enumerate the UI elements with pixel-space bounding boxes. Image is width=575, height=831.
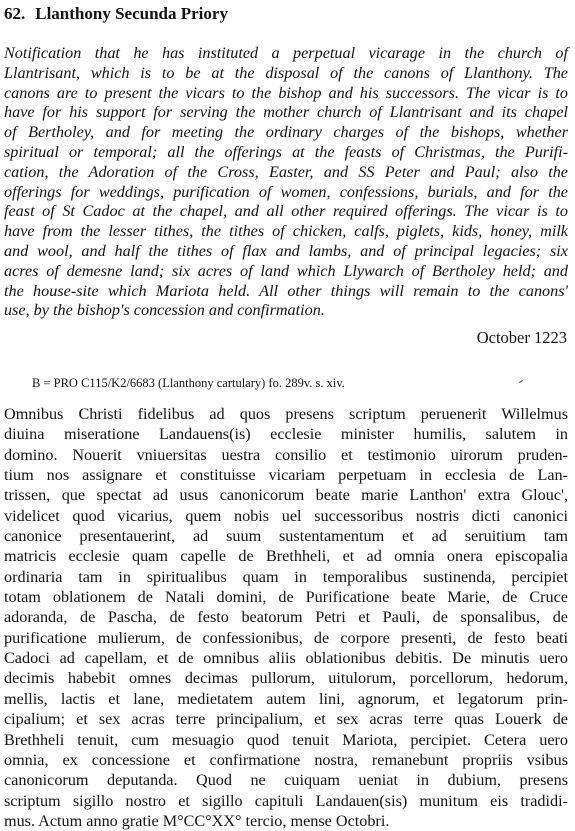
document-number: 62. — [4, 4, 26, 23]
charter-line: purificatione mulierum, de confessionibus, de corpore presenti, de festo beati — [4, 628, 568, 647]
charter-line: Omnibus Christi fidelibus ad quos presens scriptum peruenerit Willelmus — [4, 405, 568, 423]
summary-line: feast of St Cadoc at the chapel, and all other required offerings. The vicar is to — [4, 202, 568, 221]
summary-line: spiritual or temporal; all the offerings at the feasts of Christmas, the Purifi- — [4, 142, 568, 161]
charter-line: omnia, ex concessione et confirmatione nostra, remanebunt propriis vsibus — [4, 750, 568, 769]
charter-line: totam oblationem de Natali domini, de Purificatione beate Marie, de Cruce — [4, 588, 568, 607]
summary-line: of Bertholey, and for meeting the ordinary charges of the bishops, whether — [4, 123, 568, 142]
latin-charter-text — [4, 404, 568, 831]
charter-line: Brethheli tenuit, cum mesuagio quod tenuit Mariota, percipiet. Cetera uero — [4, 730, 568, 749]
charter-line: ordinaria tam in spiritualibus quam in temporalibus sustinenda, percipiet — [4, 567, 568, 586]
charter-line: domino. Nouerit vniuersitas uestra consilio et testimonio uirorum pruden- — [4, 445, 568, 464]
summary-line: use, by the bishop's concession and confirmation. — [4, 301, 325, 320]
charter-line: scriptum sigillo nostro et sigillo capituli Landauen(sis) munitum eis tradidi- — [4, 791, 568, 810]
manuscript-source: B = PRO C115/K2/6683 (Llanthony cartulary) fo. 289v. s. xiv. — [32, 376, 345, 390]
charter-line: trissen, que spectat ad usus canonicorum beate marie Lanthon' extra Glouc', — [4, 486, 568, 505]
charter-line: videlicet quod vicarius, quem nobis uel successoribus nostris dicti canonici — [4, 506, 568, 525]
charter-line: cipalium; et sex acras terre principalium, et sex acras terre quas Louerk de — [4, 710, 568, 729]
charter-line: matricis ecclesie quam capelle de Brethheli, et ad omnia onera episcopalia — [4, 547, 568, 566]
summary-line: and wool, and half the tithes of flax and lambs, and of principal legacies; six — [4, 241, 568, 260]
stray-mark — [519, 380, 523, 383]
charter-line: adoranda, de Pascha, de festo beatorum Petri et Pauli, de sponsalibus, de — [4, 608, 568, 627]
summary-line: offerings for weddings, purification of women, confessions, burials, and for the — [4, 182, 568, 201]
charter-line: mus. Actum anno gratie M°CC°XX° tercio, mense Octobri. — [4, 811, 390, 830]
summary-line: canons are to present the vicars to the bishop and his successors. The vicar is to — [4, 83, 568, 102]
document-heading — [4, 4, 228, 24]
charter-line: mellis, lactis et lane, medietatem autem lini, agnorum, et legatorum prin- — [4, 689, 568, 708]
charter-line: Cadoci ad capellam, et de omnibus aliis oblationibus debitis. De minutis uero — [4, 649, 568, 668]
document-date: October 1223 — [476, 328, 567, 347]
english-summary — [4, 44, 568, 321]
document-title: Llanthony Secunda Priory — [35, 4, 228, 23]
summary-line: have for his support for serving the mother church of Llantrisant and its chapel — [4, 103, 568, 122]
charter-line: canonice presentauerint, ad suum sustentamentum et ad seruitium tam — [4, 527, 568, 546]
charter-line: diuina miseratione Landauens(is) ecclesie minister humilis, salutem in — [4, 425, 568, 444]
summary-line: the house-site which Mariota held. All other things will remain to the canons' — [4, 281, 568, 300]
summary-line: have from the lesser tithes, the tithes of chicken, calfs, piglets, kids, honey, milk — [4, 222, 568, 241]
summary-line: acres of demesne land; six acres of land which Llywarch of Bertholey held; and — [4, 261, 568, 280]
summary-line: Notification that he has instituted a perpetual vicarage in the church of — [4, 44, 568, 62]
summary-line: cation, the Adoration of the Cross, Easter, and SS Peter and Paul; also the — [4, 162, 568, 181]
charter-line: decimis habebit omnes decimas pullorum, uitulorum, porcellorum, hedorum, — [4, 669, 568, 688]
charter-line: canonicorum deputanda. Quod ne cuiquam ueniat in dubium, presens — [4, 771, 568, 790]
charter-line: tium nos assignare et constituisse vicariam perpetuam in ecclesia de Lan- — [4, 466, 568, 485]
summary-line: Llantrisant, which is to be at the disposal of the canons of Llanthony. The — [4, 63, 568, 82]
